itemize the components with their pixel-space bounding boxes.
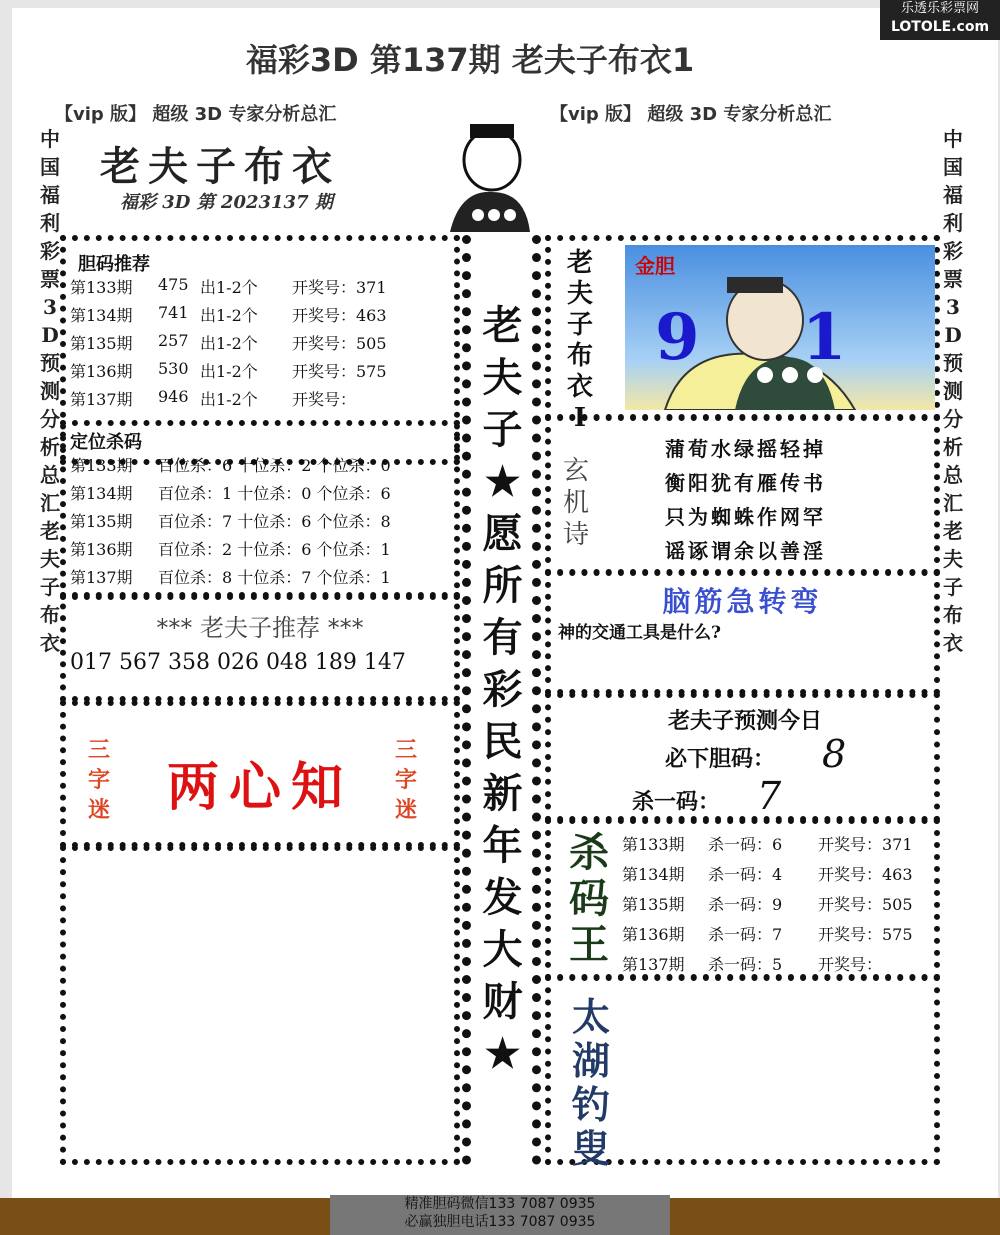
brand-logo[interactable]: [880, 0, 1000, 40]
page-title: 福彩3D 第137期 老夫子布衣1: [245, 41, 695, 79]
table-row: 第135期 257 出1-2个 开奖号：505: [70, 331, 387, 353]
forecast-kill-value: 7: [757, 774, 782, 818]
dan-title: 胆码推荐: [78, 254, 150, 275]
table-row: 第133期 475 出1-2个 开奖号：371: [70, 275, 387, 297]
side-text-left: 中国福利彩票3D预测分析总汇老夫子布衣: [40, 127, 60, 655]
riddle3-answer: 两心知: [166, 757, 353, 818]
table-row: 第134期 杀一码：4 开奖号：463: [622, 865, 913, 884]
poem-line: 衡阳犹有雁传书: [665, 471, 826, 495]
dan-table: [70, 275, 450, 415]
poem-label: 玄 机 诗: [562, 456, 589, 550]
kill-table: [70, 453, 450, 593]
vip-label-left: 【vip 版】 超级 3D 专家分析总汇: [55, 104, 337, 125]
cartoon-tag: 金胆: [635, 254, 675, 278]
riddle3-label-right: 三字迷: [395, 737, 418, 823]
center-slogan: 老 夫 子 ★ 愿 所 有 彩 民 新 年 发 大 财 ★: [482, 302, 523, 1077]
table-row: 第134期 741 出1-2个 开奖号：463: [70, 303, 387, 325]
forecast-dan-value: 8: [822, 732, 847, 776]
cartoon-digits: 9 1: [655, 300, 887, 375]
side-text-right: 中国福利彩票3D预测分析总汇老夫子布衣: [943, 127, 963, 655]
poem-line: 谣诼谓余以善淫: [665, 539, 826, 563]
table-row: 第136期 百位杀：2 十位杀：6 个位杀：1: [70, 540, 391, 559]
table-row: 第133期 百位杀：6 十位杀：2 个位杀：0: [70, 456, 391, 475]
table-row: 第134期 百位杀：1 十位杀：0 个位杀：6: [70, 484, 391, 503]
table-row: 第133期 杀一码：6 开奖号：371: [622, 835, 913, 854]
poem-line: 只为蜘蛛作网罕: [665, 505, 826, 529]
forecast-dan-label: 必下胆码：: [665, 746, 776, 772]
issue-line: 福彩 3D 第 2023137 期: [120, 192, 333, 213]
table-row: 第136期 杀一码：7 开奖号：575: [622, 925, 913, 944]
kill-king-table: [622, 832, 932, 982]
table-row: 第137期 946 出1-2个 开奖号：: [70, 387, 357, 409]
poem-line: 蒲荀水绿摇轻掉: [665, 437, 826, 461]
footer-wechat: 精准胆码微信133 7087 0935: [404, 1196, 596, 1212]
riddle3-label-left: 三字迷: [88, 737, 111, 823]
table-row: 第136期 530 出1-2个 开奖号：575: [70, 359, 387, 381]
header-blank-left: [42, 28, 222, 83]
table-row: 第135期 杀一码：9 开奖号：505: [622, 895, 913, 914]
brand-cn: 乐透乐彩票网: [900, 1, 979, 16]
footer-phone: 必赢独胆电话133 7087 0935: [404, 1214, 596, 1230]
footer-contact: [330, 1195, 670, 1235]
table-row: 第137期 百位杀：8 十位杀：7 个位杀：1: [70, 568, 391, 587]
poem-lines: [665, 432, 826, 568]
forecast-title: 老夫子预测今日: [667, 708, 822, 734]
table-row: 第137期 杀一码：5 开奖号：: [622, 955, 883, 974]
table-row: 第135期 百位杀：7 十位杀：6 个位杀：8: [70, 512, 391, 531]
empty-box: [60, 845, 460, 1165]
dan-section: [78, 250, 150, 276]
header-blank-right: [730, 20, 880, 80]
kill-king-label: 杀 码 王: [569, 829, 609, 968]
brain-title: 脑筋急转弯: [662, 585, 823, 618]
taihu-label: 太 湖 钓 叟: [571, 994, 610, 1171]
recommend-title: *** 老夫子推荐 ***: [156, 614, 364, 642]
vip-label-right: 【vip 版】 超级 3D 专家分析总汇: [550, 104, 832, 125]
old-master-figure-icon: [430, 120, 540, 232]
brand-en: LOTOLE.com: [890, 19, 990, 35]
recommend-numbers: 017 567 358 026 048 189 147: [70, 650, 406, 675]
kill-title: 定位杀码: [70, 432, 142, 453]
brain-question: 神的交通工具是什么?: [558, 623, 721, 643]
cartoon-image: [625, 245, 935, 410]
forecast-kill-label: 杀一码：: [632, 789, 721, 815]
main-heading: 老夫子布衣: [100, 143, 340, 190]
panel-title: 老 夫 子 布 衣 I: [566, 248, 593, 433]
